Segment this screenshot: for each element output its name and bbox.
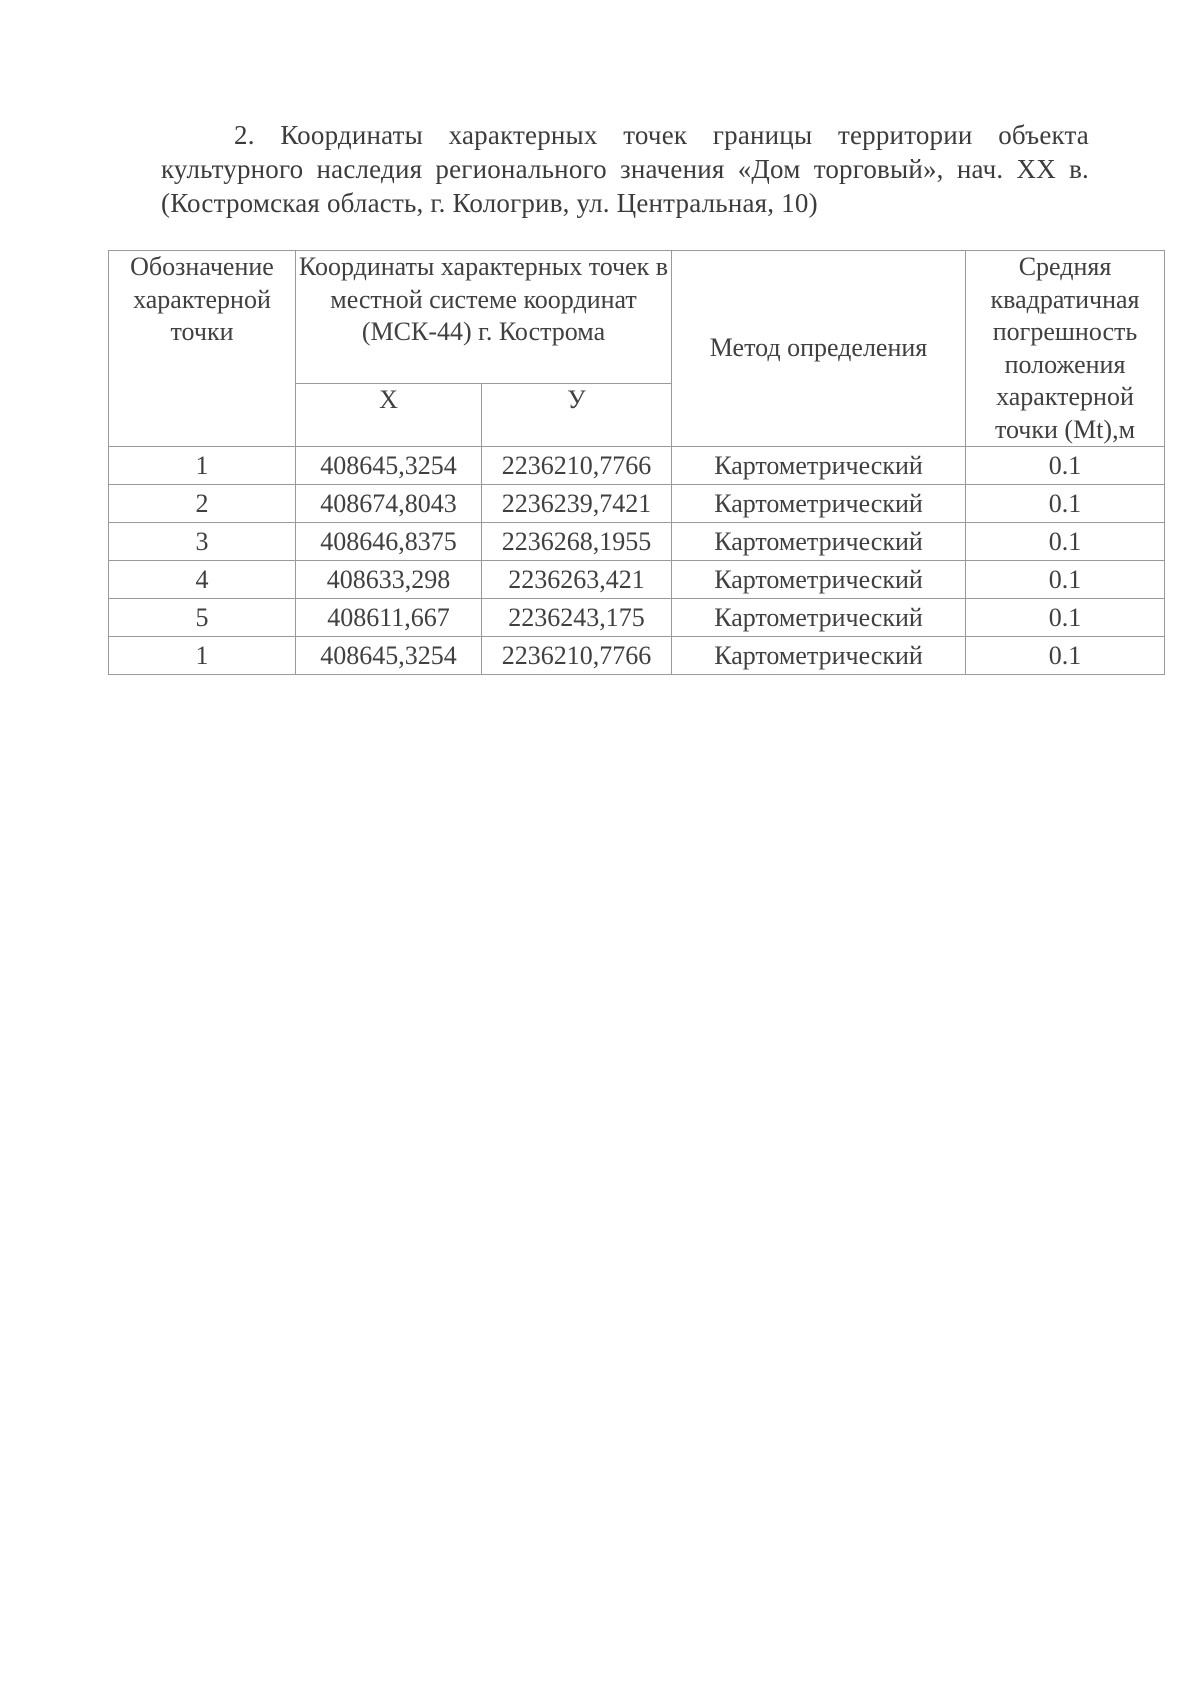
table-row <box>109 447 1165 485</box>
cell-method: Картометрический <box>672 561 966 599</box>
cell-y: 2236210,7766 <box>482 637 672 675</box>
cell-x: 408611,667 <box>296 599 482 637</box>
cell-method: Картометрический <box>672 523 966 561</box>
cell-x: 408645,3254 <box>296 637 482 675</box>
cell-point: 2 <box>109 485 296 523</box>
cell-error: 0.1 <box>966 637 1165 675</box>
table-row <box>109 523 1165 561</box>
cell-point: 1 <box>109 447 296 485</box>
header-y: У <box>482 384 672 447</box>
table-row <box>109 599 1165 637</box>
header-point-designation: Обозначение характерной точки <box>109 251 296 447</box>
cell-method: Картометрический <box>672 599 966 637</box>
cell-point: 3 <box>109 523 296 561</box>
document-heading <box>161 118 1089 220</box>
header-coordinates: Координаты характерных точек в местной системе координат (МСК-44) г. Кострома <box>296 251 672 384</box>
cell-x: 408633,298 <box>296 561 482 599</box>
cell-x: 408674,8043 <box>296 485 482 523</box>
cell-y: 2236243,175 <box>482 599 672 637</box>
cell-method: Картометрический <box>672 485 966 523</box>
cell-y: 2236263,421 <box>482 561 672 599</box>
cell-error: 0.1 <box>966 523 1165 561</box>
heading-line-3: (Костромская область, г. Кологрив, ул. Центральная, 10) <box>161 188 818 218</box>
coordinates-table <box>108 250 1165 675</box>
header-x: Х <box>296 384 482 447</box>
cell-y: 2236239,7421 <box>482 485 672 523</box>
cell-x: 408646,8375 <box>296 523 482 561</box>
header-method: Метод определения <box>672 251 966 447</box>
cell-point: 4 <box>109 561 296 599</box>
cell-error: 0.1 <box>966 485 1165 523</box>
table-row <box>109 637 1165 675</box>
cell-y: 2236268,1955 <box>482 523 672 561</box>
cell-method: Картометрический <box>672 637 966 675</box>
cell-method: Картометрический <box>672 447 966 485</box>
cell-point: 5 <box>109 599 296 637</box>
heading-line-1: 2. Координаты характерных точек границы территории объекта <box>234 120 1089 150</box>
table-row <box>109 561 1165 599</box>
header-mean-square-error: Средняя квадратичная погрешность положения характерной точки (Mt),м <box>966 251 1165 447</box>
cell-error: 0.1 <box>966 561 1165 599</box>
cell-x: 408645,3254 <box>296 447 482 485</box>
cell-y: 2236210,7766 <box>482 447 672 485</box>
table-row <box>109 485 1165 523</box>
cell-error: 0.1 <box>966 599 1165 637</box>
cell-point: 1 <box>109 637 296 675</box>
heading-line-2: культурного наследия регионального значения «Дом торговый», нач. XX в. <box>161 154 1089 184</box>
cell-error: 0.1 <box>966 447 1165 485</box>
